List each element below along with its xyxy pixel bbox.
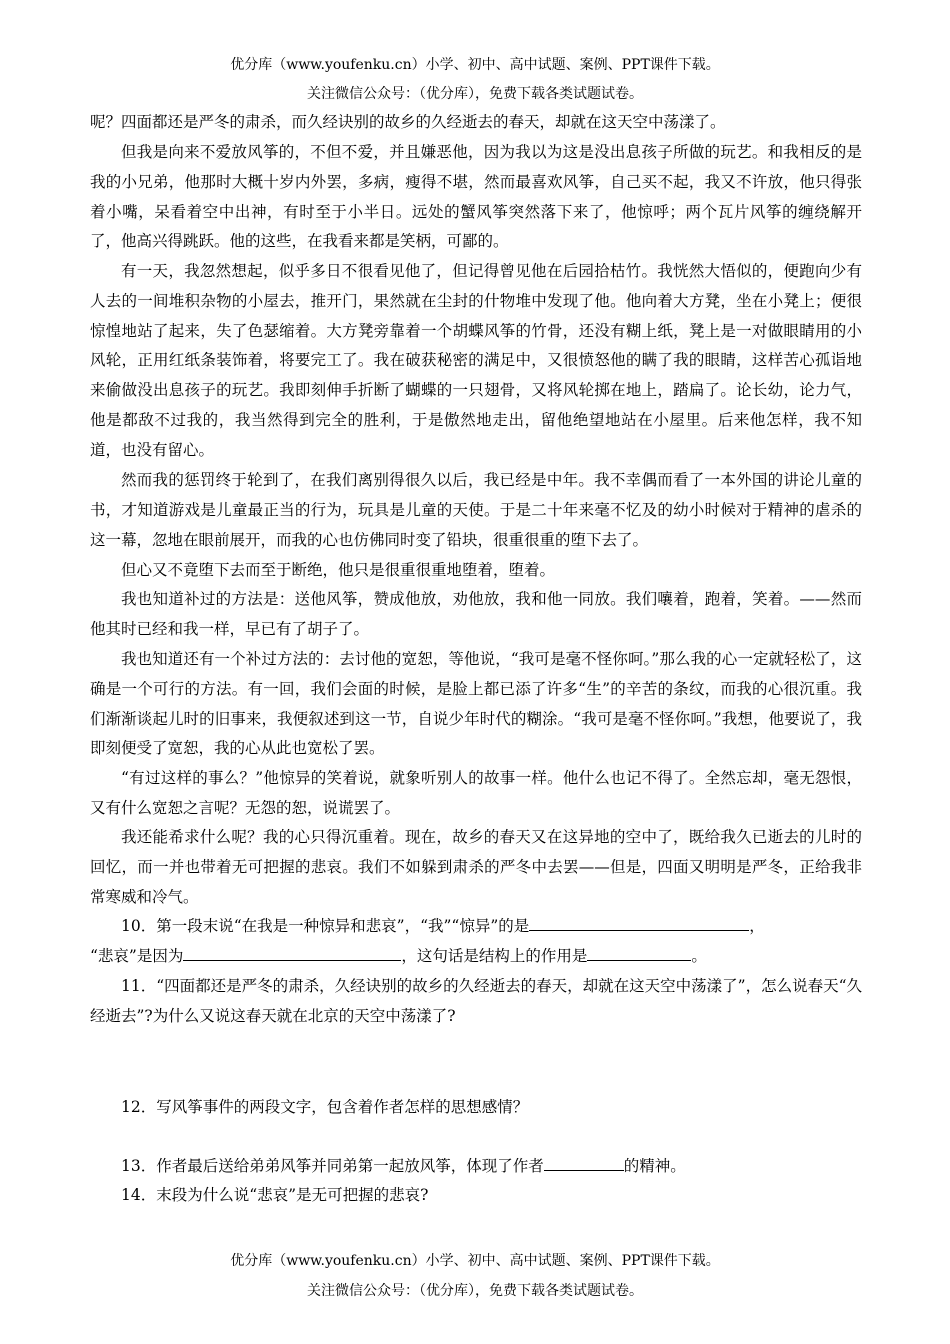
question-14: 14．末段为什么说“悲哀”是无可把握的悲哀?	[121, 1186, 429, 1204]
question-10-text-e: 。	[691, 946, 707, 965]
footer-line-2: 关注微信公众号：（优分库），免费下载各类试题试卷。	[307, 1283, 643, 1299]
question-10	[90, 912, 862, 972]
paragraph-5: 但心又不竟堕下去而至于断绝，他只是很重很重地堕着，堕着。	[121, 561, 556, 579]
answer-blank-10-3[interactable]	[587, 942, 691, 961]
question-10-text-d: ，这句话是结构上的作用是	[401, 946, 588, 965]
question-10-text-b: ，	[749, 917, 765, 935]
question-10-text-c: “悲哀”是因为	[90, 946, 184, 965]
paragraph-9: 我还能希求什么呢？我的心只得沉重着。现在，故乡的春天又在这异地的空中了，既给我久已逝去的儿时的回忆，而一并也带着无可把握的悲哀。我们不如躲到肃杀的严冬中去罢——但是，四面又明明是严冬，正给我非常寒威和冷气。	[90, 828, 862, 906]
paragraph-7: 我也知道还有一个补过方法的：去讨他的宽恕，等他说，“我可是毫不怪你呵。”那么我的心一定就轻松了，这确是一个可行的方法。有一回，我们会面的时候，是脸上都已添了许多“生”的辛苦的条纹，而我的心很沉重。我们渐渐谈起儿时的旧事来，我便叙述到这一节，自说少年时代的糊涂。“我可是毫不怪你呵。”我想，他要说了，我即刻便受了宽恕，我的心从此也宽松了罢。	[90, 650, 862, 758]
question-11: 11．“四面都还是严冬的肃杀，久经诀别的故乡的久经逝去的春天，却就在这天空中荡漾了”，怎么说春天“久经逝去”?为什么又说这春天就在北京的天空中荡漾了?	[90, 977, 862, 1025]
question-13-text-b: 的精神。	[623, 1157, 686, 1175]
paragraph-6: 我也知道补过的方法是：送他风筝，赞成他放，劝他放，我和他一同放。我们嚷着，跑着，笑着。——然而他其时已经和我一样，早已有了胡子了。	[90, 590, 862, 638]
header-line-1: 优分库（www.youfenku.cn）小学、初中、高中试题、案例、PPT课件下载。	[230, 57, 720, 73]
question-13-text-a: 13．作者最后送给弟弟风筝并同弟第一起放风筝，体现了作者	[121, 1157, 544, 1175]
paragraph-4: 然而我的惩罚终于轮到了，在我们离别得很久以后，我已经是中年。我不幸偶而看了一本外国的讲论儿童的书，才知道游戏是儿童最正当的行为，玩具是儿童的天使。于是二十年来毫不忆及的幼小时候对于精神的虐杀的这一幕，忽地在眼前展开，而我的心也仿佛同时变了铅块，很重很重的堕下去了。	[90, 471, 862, 549]
question-12: 12．写风筝事件的两段文字，包含着作者怎样的思想感情？	[121, 1098, 529, 1116]
answer-blank-10-1[interactable]	[529, 912, 749, 931]
paragraph-8: “有过这样的事么？”他惊异的笑着说，就象听别人的故事一样。他什么也记不得了。全然忘却，毫无怨恨，又有什么宽恕之言呢？无怨的恕，说谎罢了。	[90, 769, 862, 817]
paragraph-3: 有一天，我忽然想起，似乎多日不很看见他了，但记得曾见他在后园拾枯竹。我恍然大悟似的，便跑向少有人去的一间堆积杂物的小屋去，推开门，果然就在尘封的什物堆中发现了他。他向着大方凳，坐在小凳上；便很惊惶地站了起来，失了色瑟缩着。大方凳旁靠着一个胡蝶风筝的竹骨，还没有糊上纸，凳上是一对做眼睛用的小风轮，正用红纸条装饰着，将要完工了。我在破获秘密的满足中，又很愤怒他的瞒了我的眼睛，这样苦心孤诣地来偷做没出息孩子的玩艺。我即刻伸手折断了蝴蝶的一只翅骨，又将风轮掷在地上，踏扁了。论长幼，论力气，他是都敌不过我的，我当然得到完全的胜利，于是傲然地走出，留他绝望地站在小屋里。后来他怎样，我不知道，也没有留心。	[90, 262, 862, 459]
paragraph-1: 呢？四面都还是严冬的肃杀，而久经诀别的故乡的久经逝去的春天，却就在这天空中荡漾了。	[90, 113, 726, 131]
footer-line-1: 优分库（www.youfenku.cn）小学、初中、高中试题、案例、PPT课件下载。	[230, 1253, 720, 1269]
answer-blank-13[interactable]	[544, 1152, 624, 1171]
paragraph-2: 但我是向来不爱放风筝的，不但不爱，并且嫌恶他，因为我以为这是没出息孩子所做的玩艺。和我相反的是我的小兄弟，他那时大概十岁内外罢，多病，瘦得不堪，然而最喜欢风筝，自己买不起，我又不许放，他只得张着小嘴，呆看着空中出神，有时至于小半日。远处的蟹风筝突然落下来了，他惊呼；两个瓦片风筝的缠绕解开了，他高兴得跳跃。他的这些，在我看来都是笑柄，可鄙的。	[90, 143, 862, 251]
question-13	[90, 1152, 862, 1182]
answer-blank-10-2[interactable]	[183, 942, 401, 961]
header-line-2: 关注微信公众号：（优分库），免费下载各类试题试卷。	[307, 86, 643, 102]
question-10-text-a: 10．第一段末说“在我是一种惊异和悲哀”，“我”“惊异”的是	[121, 917, 530, 935]
